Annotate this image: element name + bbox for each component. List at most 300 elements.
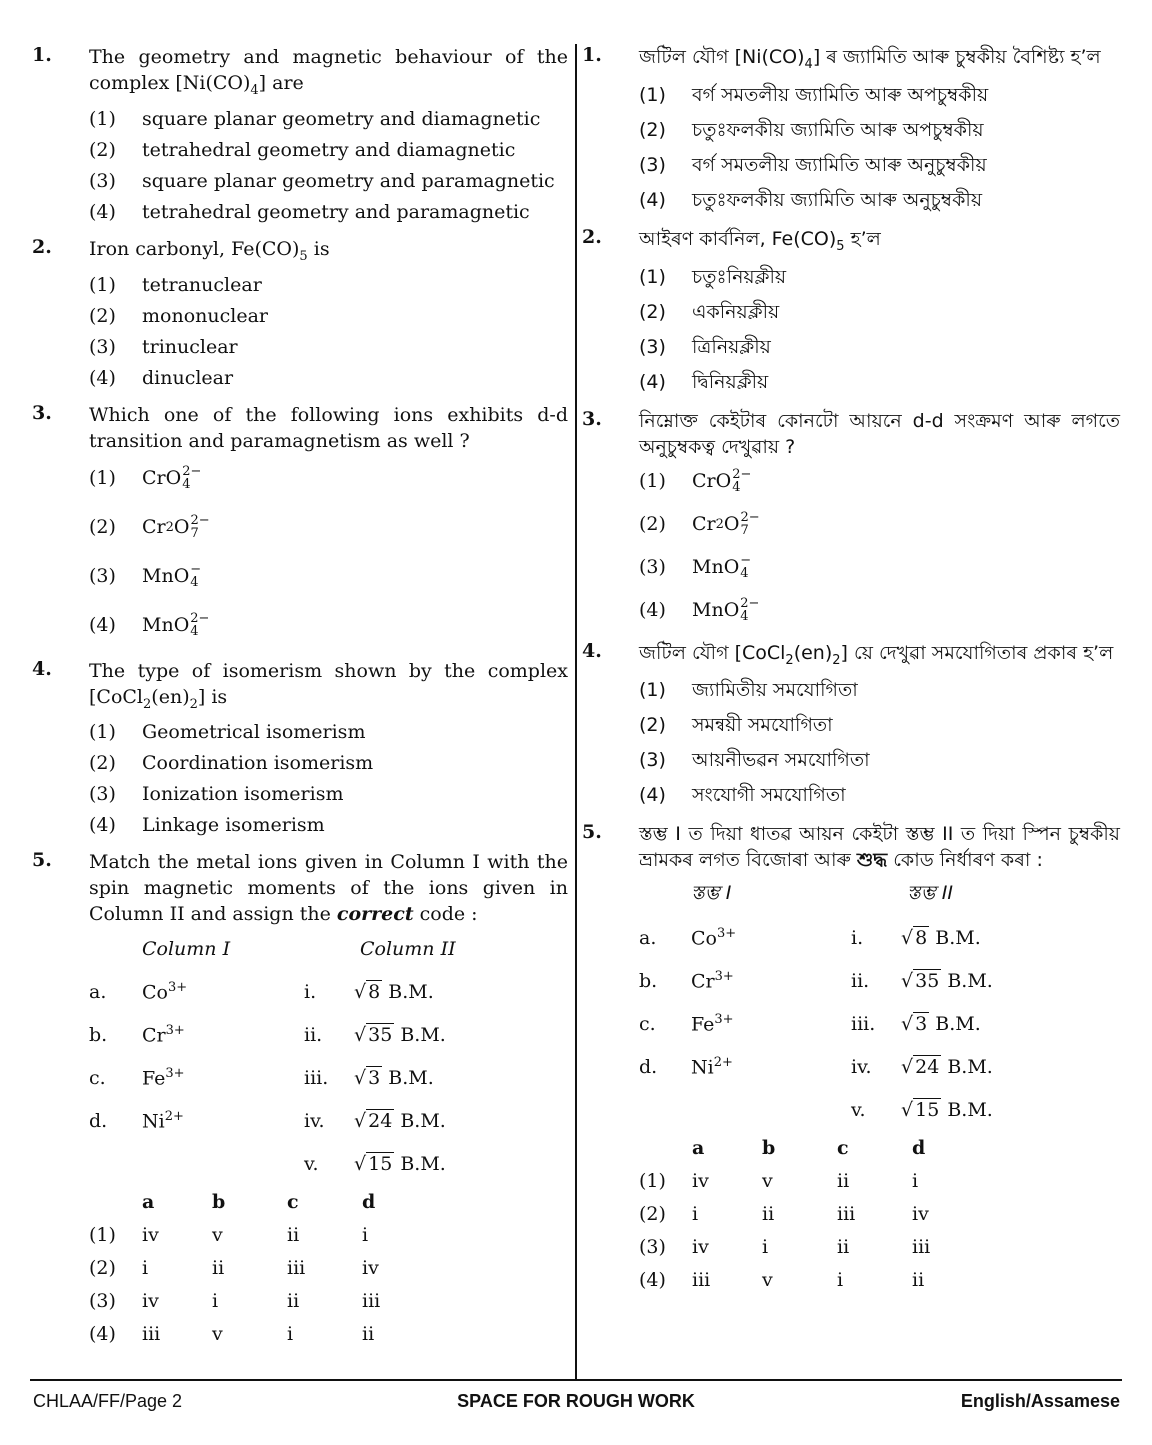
english-column <box>32 44 568 1358</box>
options <box>89 454 568 650</box>
column-divider <box>575 44 577 1380</box>
option-1 <box>639 460 1120 503</box>
metal-ion: $Ni^{2+}$ <box>142 1109 184 1133</box>
option-number: (3) <box>639 749 666 772</box>
match-row <box>89 1056 456 1099</box>
column-headers <box>89 927 456 970</box>
option-number: (4) <box>89 814 116 837</box>
charge <box>190 612 209 638</box>
option-4 <box>639 183 1120 218</box>
radicand: 35 <box>915 969 940 992</box>
option-text: tetranuclear <box>142 273 262 296</box>
answer-cell: v <box>762 1268 773 1291</box>
ion-charge: 2+ <box>713 1055 733 1071</box>
row-label: c. <box>89 1066 106 1089</box>
option-number: (1) <box>639 679 666 702</box>
unit: B.M. <box>947 1098 993 1121</box>
answer-cell: i <box>287 1322 294 1345</box>
rough-work-note: SPACE FOR ROUGH WORK <box>457 1391 695 1411</box>
question-4 <box>32 658 568 842</box>
sqrt-expression <box>901 927 929 949</box>
ion-formula: MnO 2− 4 <box>142 611 210 640</box>
option-number: (3) <box>639 335 666 358</box>
question-4 <box>582 640 1120 814</box>
ion-formula: MnO 2− 4 <box>692 596 760 625</box>
option-number: (1) <box>89 466 116 489</box>
options <box>639 673 1120 813</box>
sqrt-sign: √ <box>354 980 367 1003</box>
paper-code: CHLAA/FF/Page 2 <box>33 1391 183 1411</box>
superscript: 2− <box>190 513 210 529</box>
option-4 <box>89 363 568 394</box>
row-label: iii. <box>304 1066 329 1089</box>
option-number: (1) <box>639 1169 666 1192</box>
question-text: স্তম্ভ I ত দিয়া ধাতৱ আয়ন কেইটা স্তম্ভ II ত দিয়া স্পিন চুম্বকীয় ভ্ৰামকৰ লগত বিজোৰা আৰু শুদ্ধ কোড নিৰ্ধাৰণ কৰা : <box>639 823 1120 872</box>
radicand: 8 <box>368 980 381 1003</box>
option-text: Ionization isomerism <box>142 783 344 806</box>
radicand: 24 <box>915 1055 940 1078</box>
option-3 <box>639 743 1120 778</box>
subscript: 2 <box>715 516 724 532</box>
question-text: Which one of the following ions exhibits d-d transition and paramagnetism as well ? <box>89 403 568 452</box>
option-3 <box>89 552 568 601</box>
sqrt-sign: √ <box>901 1055 914 1078</box>
radicand: 24 <box>368 1109 393 1132</box>
sqrt-sign: √ <box>354 1109 367 1132</box>
question-number: 1. <box>32 44 52 66</box>
options <box>89 104 568 228</box>
option-number: (1) <box>639 83 666 106</box>
option-3 <box>639 546 1120 589</box>
unit: B.M. <box>388 980 434 1003</box>
match-row <box>89 1013 456 1056</box>
option-2 <box>639 708 1120 743</box>
charge <box>182 465 201 491</box>
option-2 <box>89 748 568 779</box>
option-text: Coordination isomerism <box>142 752 374 775</box>
row-label: b. <box>89 1023 108 1046</box>
magnetic-moment <box>901 1045 993 1088</box>
subscript: 4 <box>740 609 749 625</box>
match-row <box>639 1088 993 1131</box>
question-number: 1. <box>582 44 602 66</box>
question-3 <box>32 402 568 650</box>
option-3 <box>639 330 1120 365</box>
answer-row <box>639 1230 972 1263</box>
ion-formula: CrO 2− 4 <box>142 464 202 493</box>
footer-rule <box>30 1379 1122 1381</box>
option-number: (4) <box>89 1322 116 1345</box>
metal-ion: $Ni^{2+}$ <box>691 1055 733 1079</box>
option-4 <box>89 810 568 841</box>
option-number: (4) <box>639 188 666 211</box>
answer-cell: iii <box>362 1289 381 1312</box>
option-1 <box>639 260 1120 295</box>
answer-cell: v <box>762 1169 773 1192</box>
options <box>89 717 568 841</box>
row-label <box>89 1142 142 1185</box>
metal-ion <box>142 1142 304 1185</box>
question-2 <box>582 226 1120 400</box>
column-1-header: স্তম্ভ I <box>691 881 732 904</box>
magnetic-moment <box>354 1056 456 1099</box>
unit: B.M. <box>935 926 981 949</box>
question-text: জটিল যৌগ $[CoCl_2(en)_2]$ য়ে দেখুৱা সমযোগিতাৰ প্ৰকাৰ হ’ল <box>639 641 1114 668</box>
option-text: চতুঃফলকীয় জ্যামিতি আৰু অপচুম্বকীয় <box>692 118 984 141</box>
answer-cell: iv <box>142 1223 159 1246</box>
spacer <box>89 1185 142 1218</box>
charge <box>740 597 759 623</box>
option-1 <box>639 78 1120 113</box>
answer-cell: i <box>362 1223 369 1246</box>
option-number: (3) <box>89 169 116 192</box>
sqrt-expression <box>354 1067 382 1089</box>
magnetic-moment <box>354 1099 456 1142</box>
radicand: 8 <box>915 926 928 949</box>
language-label: English/Assamese <box>960 1391 1120 1411</box>
option-text: বৰ্গ সমতলীয় জ্যামিতি আৰু অনুচুম্বকীয় <box>692 153 987 176</box>
answer-column-header: b <box>762 1136 776 1159</box>
option-number: (1) <box>639 265 666 288</box>
answer-column-header: b <box>212 1190 226 1213</box>
option-text: সংযোগী সমযোগিতা <box>692 784 846 807</box>
question-number: 5. <box>32 849 52 872</box>
answer-row <box>639 1164 972 1197</box>
magnetic-moment <box>354 1142 456 1185</box>
superscript: 2− <box>190 611 210 627</box>
ion-formula: Cr 2 O 2− 7 <box>692 503 760 546</box>
unit: B.M. <box>935 1012 981 1035</box>
sqrt-expression <box>354 1110 394 1132</box>
answer-cell: iv <box>142 1289 159 1312</box>
option-number: (2) <box>639 118 666 141</box>
answer-column-header: c <box>287 1190 299 1213</box>
answer-cell: ii <box>912 1268 925 1291</box>
ion-charge: 3+ <box>165 1066 185 1082</box>
answer-cell: ii <box>837 1169 850 1192</box>
match-table <box>639 873 993 1131</box>
option-number: (4) <box>639 1268 666 1291</box>
sqrt-sign: √ <box>901 969 914 992</box>
match-row <box>639 959 993 1002</box>
sqrt-expression <box>354 1153 394 1175</box>
option-text: একনিয়ক্লীয় <box>692 300 780 323</box>
superscript: 2− <box>740 596 760 612</box>
option-number: (1) <box>639 469 666 492</box>
ion-formula: MnO − 4 <box>142 562 202 591</box>
answer-cell: i <box>912 1169 919 1192</box>
option-2 <box>89 301 568 332</box>
answer-column-header: d <box>912 1136 926 1159</box>
option-4 <box>89 197 568 228</box>
answer-row <box>89 1251 422 1284</box>
answer-cell: i <box>762 1235 769 1258</box>
sqrt-expression <box>901 1056 941 1078</box>
question-3 <box>582 408 1120 632</box>
question-1 <box>582 44 1120 218</box>
answer-cell: i <box>212 1289 219 1312</box>
option-number: (3) <box>89 335 116 358</box>
question-number: 2. <box>32 235 52 258</box>
question-number: 4. <box>32 657 52 680</box>
radicand: 3 <box>915 1012 928 1035</box>
question-text: Iron carbonyl, $Fe(CO)_5$ is <box>89 237 330 264</box>
radicand: 3 <box>368 1066 381 1089</box>
option-number: (4) <box>639 784 666 807</box>
answer-cell: ii <box>287 1223 300 1246</box>
question-text: আইৰণ কাৰ্বনিল, $Fe(CO)_5$ হ’ল <box>639 227 881 254</box>
option-number: (2) <box>89 515 116 538</box>
option-number: (2) <box>89 138 116 161</box>
options <box>639 460 1120 632</box>
option-number: (1) <box>89 107 116 130</box>
answer-cell: v <box>212 1223 223 1246</box>
superscript: − <box>190 562 202 578</box>
subscript: 4 <box>190 624 199 640</box>
answer-cell: iv <box>912 1202 929 1225</box>
row-label: ii. <box>851 969 870 992</box>
row-label: a. <box>639 926 657 949</box>
unit: B.M. <box>947 1055 993 1078</box>
option-2 <box>639 503 1120 546</box>
metal-ion: $Cr^{3+}$ <box>142 1023 185 1047</box>
option-1 <box>89 270 568 301</box>
question-number: 3. <box>582 407 602 430</box>
match-row <box>639 916 993 959</box>
options <box>89 270 568 394</box>
magnetic-moment <box>354 970 456 1013</box>
answer-cell: iv <box>362 1256 379 1279</box>
option-4 <box>639 778 1120 813</box>
option-text: square planar geometry and diamagnetic <box>142 107 541 130</box>
ion-formula: Cr 2 O 2− 7 <box>142 503 210 552</box>
option-text: Geometrical isomerism <box>142 721 366 744</box>
option-2 <box>639 295 1120 330</box>
answer-table <box>639 1131 972 1296</box>
option-3 <box>89 779 568 810</box>
option-text: dinuclear <box>142 366 234 389</box>
superscript: 2− <box>732 467 752 483</box>
answer-row <box>89 1218 422 1251</box>
answer-cell: iv <box>692 1169 709 1192</box>
option-1 <box>89 454 568 503</box>
answer-table <box>89 1185 422 1350</box>
question-5 <box>32 849 568 1350</box>
option-text: ত্ৰিনিয়ক্লীয় <box>692 335 771 358</box>
row-label: c. <box>639 1012 656 1035</box>
question-text: নিম্নোক্ত কেইটাৰ কোনটো আয়নে d-d সংক্ৰমণ আৰু লগতে অনুচুম্বকত্ব দেখুৱায় ? <box>639 409 1120 458</box>
option-2 <box>89 503 568 552</box>
unit: B.M. <box>400 1152 446 1175</box>
option-number: (3) <box>89 1289 116 1312</box>
answer-cell: iii <box>837 1202 856 1225</box>
question-1 <box>32 44 568 228</box>
metal-ion: $Co^{3+}$ <box>691 926 737 950</box>
charge <box>740 554 751 580</box>
ion-formula: CrO 2− 4 <box>692 467 752 496</box>
subscript: 2 <box>165 519 174 535</box>
charge <box>732 468 751 494</box>
option-text: বৰ্গ সমতলীয় জ্যামিতি আৰু অপচুম্বকীয় <box>692 83 989 106</box>
radicand: 15 <box>368 1152 393 1175</box>
answer-cell: iii <box>287 1256 306 1279</box>
option-number: (2) <box>639 300 666 323</box>
sqrt-sign: √ <box>354 1152 367 1175</box>
answer-header <box>639 1131 972 1164</box>
question-2 <box>32 236 568 394</box>
column-headers <box>639 873 993 916</box>
subscript: 4 <box>740 566 749 582</box>
charge <box>190 514 209 540</box>
ion-charge: 3+ <box>714 1012 734 1028</box>
option-1 <box>89 104 568 135</box>
option-text: mononuclear <box>142 304 268 327</box>
superscript: − <box>740 553 752 569</box>
match-table <box>89 927 456 1185</box>
option-text: tetrahedral geometry and diamagnetic <box>142 138 516 161</box>
option-number: (4) <box>89 366 116 389</box>
sqrt-sign: √ <box>901 1098 914 1121</box>
row-label: ii. <box>304 1023 323 1046</box>
answer-cell: ii <box>362 1322 375 1345</box>
option-number: (3) <box>639 153 666 176</box>
option-number: (2) <box>639 1202 666 1225</box>
unit: B.M. <box>400 1109 446 1132</box>
option-number: (4) <box>639 598 666 621</box>
answer-row <box>639 1263 972 1296</box>
row-label: i. <box>304 980 317 1003</box>
row-label: iv. <box>304 1109 325 1132</box>
answer-column-header: d <box>362 1190 376 1213</box>
answer-cell: iii <box>692 1268 711 1291</box>
ion-charge: 3+ <box>714 969 734 985</box>
answer-row <box>89 1284 422 1317</box>
row-label: v. <box>304 1152 319 1175</box>
option-number: (4) <box>89 200 116 223</box>
sqrt-expression <box>354 1024 394 1046</box>
sqrt-expression <box>354 981 382 1003</box>
option-number: (3) <box>639 555 666 578</box>
answer-cell: v <box>212 1322 223 1345</box>
question-text: জটিল যৌগ $[Ni(CO)_4]$ ৰ জ্যামিতি আৰু চুম্বকীয় বৈশিষ্ট্য হ’ল <box>639 46 1101 72</box>
option-3 <box>639 148 1120 183</box>
unit: B.M. <box>947 969 993 992</box>
option-1 <box>89 717 568 748</box>
option-2 <box>89 135 568 166</box>
option-number: (4) <box>639 370 666 393</box>
superscript: 2− <box>182 464 202 480</box>
option-2 <box>639 113 1120 148</box>
option-4 <box>639 365 1120 400</box>
match-row <box>89 970 456 1013</box>
sqrt-expression <box>901 1013 929 1035</box>
options <box>639 78 1120 218</box>
charge <box>740 511 759 537</box>
column-2-header: Column II <box>360 937 456 960</box>
subscript: 7 <box>190 526 199 542</box>
subscript: 4 <box>732 480 741 496</box>
answer-column-header: a <box>142 1190 155 1213</box>
option-number: (3) <box>89 783 116 806</box>
match-row <box>89 1099 456 1142</box>
subscript: 4 <box>182 477 191 493</box>
answer-column-header: c <box>837 1136 849 1159</box>
option-3 <box>89 166 568 197</box>
ion-charge: 2+ <box>164 1109 184 1125</box>
option-text: দ্বিনিয়ক্লীয় <box>692 370 769 393</box>
option-text: trinuclear <box>142 335 238 358</box>
superscript: 2− <box>740 510 760 526</box>
answer-cell: iii <box>142 1322 161 1345</box>
row-label: b. <box>639 969 658 992</box>
subscript: 4 <box>190 575 199 591</box>
column-1-header: Column I <box>142 937 231 960</box>
option-text: জ্যামিতীয় সমযোগিতা <box>692 679 858 702</box>
options <box>639 260 1120 400</box>
row-label: iii. <box>851 1012 876 1035</box>
unit: B.M. <box>388 1066 434 1089</box>
row-label: d. <box>89 1109 108 1132</box>
ion-formula: MnO − 4 <box>692 553 752 582</box>
row-label: iv. <box>851 1055 872 1078</box>
option-text: Linkage isomerism <box>142 814 325 837</box>
option-number: (2) <box>639 512 666 535</box>
option-text: square planar geometry and paramagnetic <box>142 169 555 192</box>
option-text: চতুঃফলকীয় জ্যামিতি আৰু অনুচুম্বকীয় <box>692 188 983 211</box>
subscript: 7 <box>740 523 749 539</box>
question-5 <box>582 821 1120 1296</box>
sqrt-sign: √ <box>354 1023 367 1046</box>
metal-ion: $Cr^{3+}$ <box>691 969 734 993</box>
option-text: tetrahedral geometry and paramagnetic <box>142 200 530 223</box>
option-number: (2) <box>639 714 666 737</box>
sqrt-expression <box>901 1099 941 1121</box>
magnetic-moment <box>901 1002 993 1045</box>
question-number: 2. <box>582 225 602 248</box>
question-text: The type of isomerism shown by the complex $[CoCl_2(en)_2]$ is <box>89 659 568 712</box>
answer-cell: i <box>692 1202 699 1225</box>
ion-charge: 3+ <box>167 980 188 996</box>
question-text: The geometry and magnetic behaviour of the complex $[Ni(CO)_4]$ are <box>89 46 568 98</box>
sqrt-sign: √ <box>354 1066 367 1089</box>
answer-cell: iii <box>912 1235 931 1258</box>
option-3 <box>89 332 568 363</box>
option-4 <box>89 601 568 650</box>
sqrt-sign: √ <box>901 926 914 949</box>
sqrt-sign: √ <box>901 1012 914 1035</box>
column-2-header: স্তম্ভ II <box>907 881 953 904</box>
row-label: i. <box>851 926 864 949</box>
answer-cell: ii <box>212 1256 225 1279</box>
answer-column-header: a <box>692 1136 705 1159</box>
magnetic-moment <box>901 916 993 959</box>
option-4 <box>639 589 1120 632</box>
unit: B.M. <box>400 1023 446 1046</box>
answer-cell: iv <box>692 1235 709 1258</box>
metal-ion: $Fe^{3+}$ <box>142 1066 185 1090</box>
option-number: (4) <box>89 613 116 636</box>
option-number: (2) <box>89 752 116 775</box>
ion-charge: 3+ <box>165 1023 185 1039</box>
match-row <box>639 1002 993 1045</box>
question-number: 4. <box>582 639 602 662</box>
answer-cell: ii <box>287 1289 300 1312</box>
option-number: (3) <box>89 564 116 587</box>
assamese-column <box>582 44 1120 1304</box>
answer-cell: ii <box>837 1235 850 1258</box>
option-number: (2) <box>89 1256 116 1279</box>
answer-header <box>89 1185 422 1218</box>
